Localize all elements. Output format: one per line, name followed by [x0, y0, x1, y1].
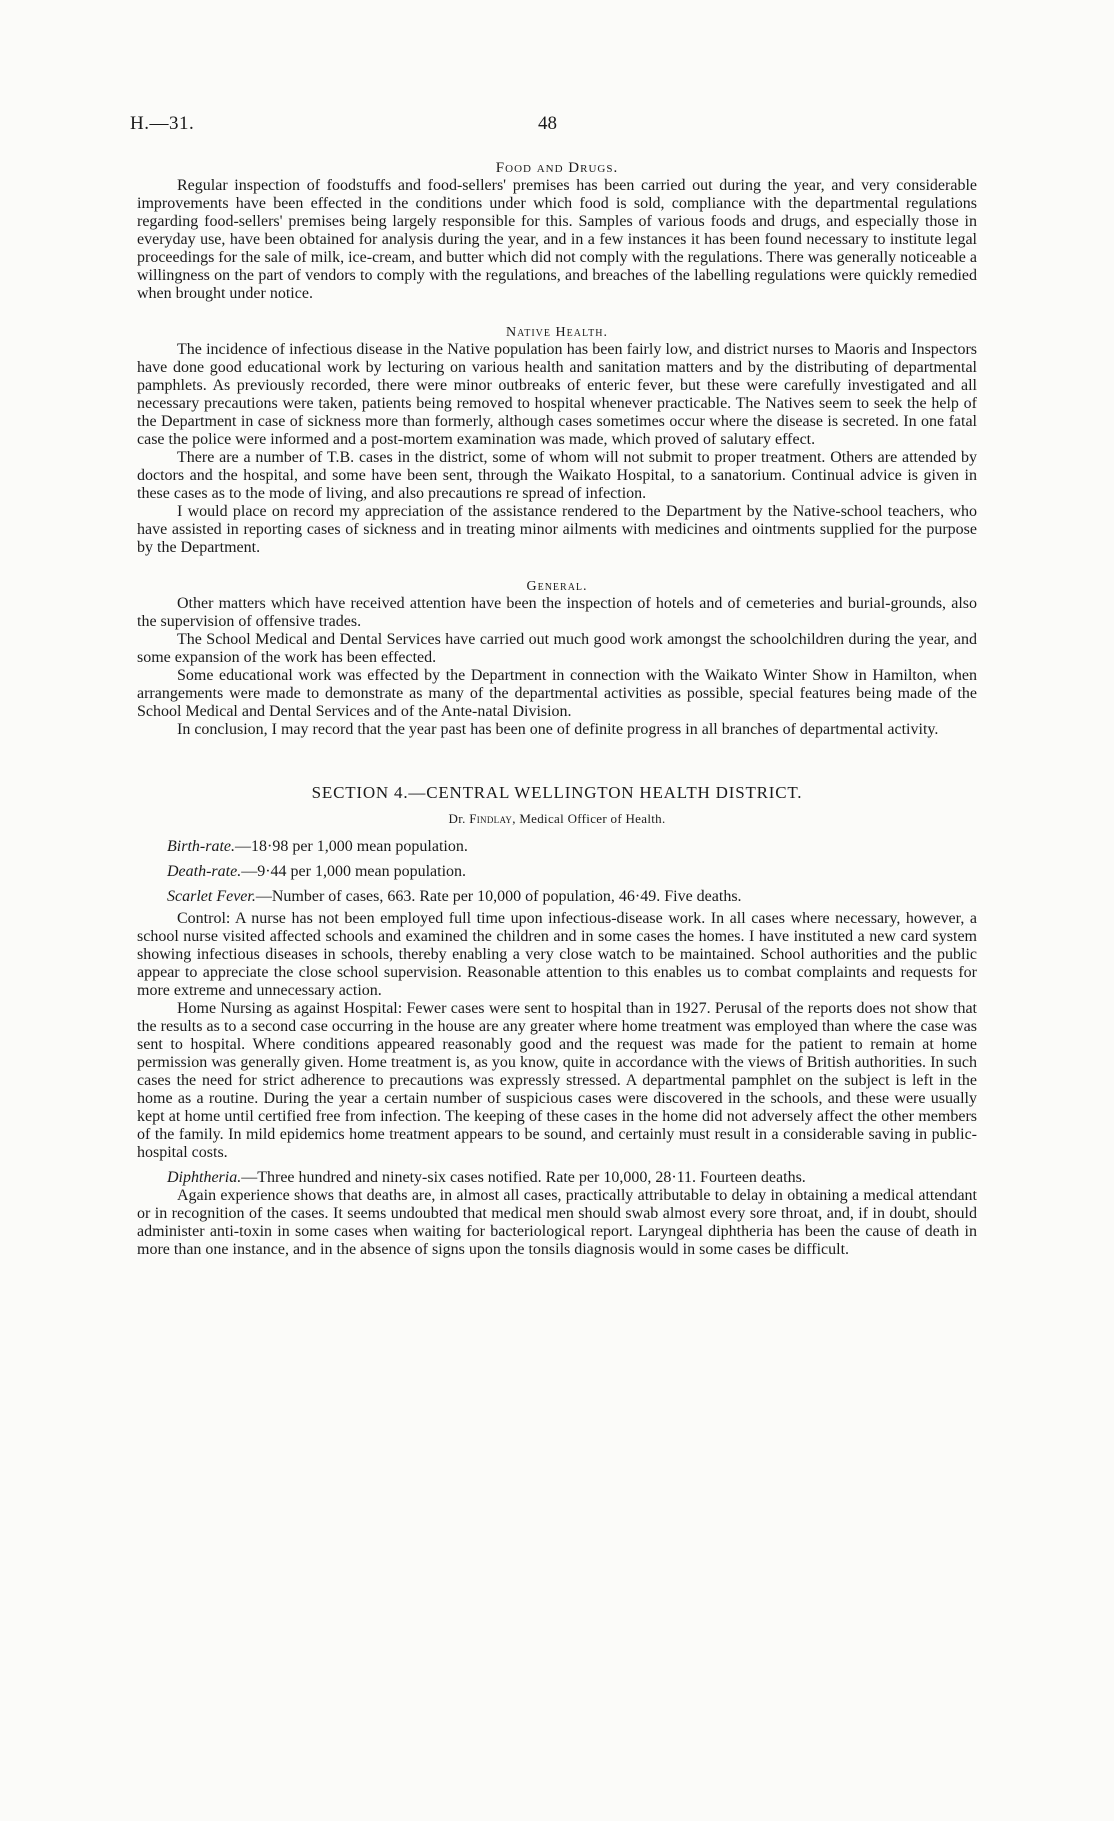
medical-officer-line	[137, 811, 977, 827]
scarlet-fever-label: Scarlet Fever.	[167, 888, 256, 905]
page-content	[137, 160, 977, 1259]
page-number: 48	[538, 113, 557, 134]
birth-rate-line	[137, 837, 977, 856]
native-health-paragraph: There are a number of T.B. cases in the district, some of whom will not submit to proper treatment. Others are attended by doctors and the hospital, and some have been sent, through the Waikato Hospital, to a sanatorium. Continual advice is given in these cases as to the mode of living, and also precautions re spread of infection.	[137, 449, 977, 502]
native-health-heading: Native Health.	[506, 325, 608, 340]
food-and-drugs-paragraph: Regular inspection of foodstuffs and food-sellers' premises has been carried out during the year, and very considerable improvements have been effected in the conditions under which food is sold, compliance with the departmental regulations regarding food-sellers' premises being largely responsible for this. Samples of various foods and drugs, and especially those in everyday use, have been obtained for analysis during the year, and in a few instances it has been found necessary to institute legal proceedings for the sale of milk, ice-cream, and butter which did not comply with the regulations. There was generally noticeable a willingness on the part of vendors to comply with the regulations, and breaches of the labelling regulations were quickly remedied when brought under notice.	[137, 177, 977, 302]
general-paragraph: The School Medical and Dental Services have carried out much good work amongst the schoolchildren during the year, and some expansion of the work has been effected.	[137, 631, 977, 666]
birth-rate-value: —18·98 per 1,000 mean population.	[235, 838, 468, 855]
food-and-drugs-heading: Food and Drugs.	[495, 160, 619, 176]
general-heading: General.	[526, 579, 588, 594]
native-health-paragraph: I would place on record my appreciation of the assistance rendered to the Department by the Native-school teachers, who have assisted in reporting cases of sickness and in treating minor ailments with medicines and ointments supplied for the purpose by the Department.	[137, 503, 977, 556]
section-title: SECTION 4.—CENTRAL WELLINGTON HEALTH DISTRICT.	[311, 783, 803, 802]
general-paragraph: In conclusion, I may record that the year past has been one of definite progress in all branches of departmental activity.	[177, 721, 939, 738]
death-rate-label: Death-rate.	[167, 863, 242, 880]
diphtheria-paragraph: Again experience shows that deaths are, in almost all cases, practically attributable to delay in obtaining a medical attendant or in recognition of the cases. It seems undoubted that medical men should swab almost every sore throat, and, if in doubt, should administer anti-toxin in some cases when waiting for bacteriological report. Laryngeal diphtheria has been the cause of death in more than one instance, and in the absence of signs upon the tonsils diagnosis would in some cases be difficult.	[137, 1187, 977, 1258]
scarlet-fever-value: —Number of cases, 663. Rate per 10,000 of population, 46·49. Five deaths.	[255, 888, 742, 905]
scarlet-fever-paragraph: Control: A nurse has not been employed full time upon infectious-disease work. In all cases where necessary, however, a school nurse visited affected schools and examined the children and in some cases the homes. I have instituted a new card system showing infectious diseases in schools, thereby enabling a very close watch to be maintained. School authorities and the public appear to appreciate the close school supervision. Reasonable attention to this enables us to combat complaints and requests for more extreme and unnecessary action.	[137, 910, 977, 999]
officer-name: Findlay,	[469, 811, 516, 826]
document-code: H.—31.	[130, 113, 195, 134]
scarlet-fever-paragraph: Home Nursing as against Hospital: Fewer cases were sent to hospital than in 1927. Perusal of the reports does not show that the results as to a second case occurring in the house are any greater where home treatment was employed than where the case was sent to hospital. Where conditions appeared reasonably good and the request was made for the patient to remain at home permission was generally given. Home treatment is, as you know, quite in accordance with the views of British authorities. In such cases the need for strict adherence to precautions was expressly stressed. A departmental pamphlet on the subject is left in the home as a routine. During the year a certain number of suspicious cases were discovered in the schools, and these were usually kept at home until certified free from infection. The keeping of these cases in the home did not adversely affect the other members of the family. In mild epidemics home treatment appears to be sound, and certainly must result in a considerable saving in public-hospital costs.	[137, 1000, 977, 1161]
diphtheria-label: Diphtheria.	[167, 1169, 242, 1186]
diphtheria-value: —Three hundred and ninety-six cases notified. Rate per 10,000, 28·11. Fourteen deaths.	[241, 1169, 806, 1186]
general-paragraph: Other matters which have received attention have been the inspection of hotels and of cemeteries and burial-grounds, also the supervision of offensive trades.	[137, 595, 977, 630]
birth-rate-label: Birth-rate.	[167, 838, 235, 855]
officer-title: Medical Officer of Health.	[519, 811, 666, 826]
diphtheria-line	[137, 1168, 977, 1187]
death-rate-line	[137, 862, 977, 881]
native-health-paragraph: The incidence of infectious disease in the Native population has been fairly low, and district nurses to Maoris and Inspectors have done good educational work by lecturing on various health and sanitation matters and by the distributing of departmental pamphlets. As previously recorded, there were minor outbreaks of enteric fever, but these were carefully investigated and all necessary precautions were taken, patients being removed to hospital whenever practicable. The Natives seem to seek the help of the Department in case of sickness more than formerly, although cases sometimes occur where the disease is secreted. In one fatal case the police were informed and a post-mortem examination was made, which proved of salutary effect.	[137, 341, 977, 448]
general-paragraph: Some educational work was effected by the Department in connection with the Waikato Winter Show in Hamilton, when arrangements were made to demonstrate as many of the departmental activities as possible, special features being made of the School Medical and Dental Services and of the Ante-natal Division.	[137, 667, 977, 720]
death-rate-value: —9·44 per 1,000 mean population.	[241, 863, 467, 880]
scarlet-fever-line	[137, 887, 977, 906]
officer-prefix: Dr.	[448, 811, 466, 826]
